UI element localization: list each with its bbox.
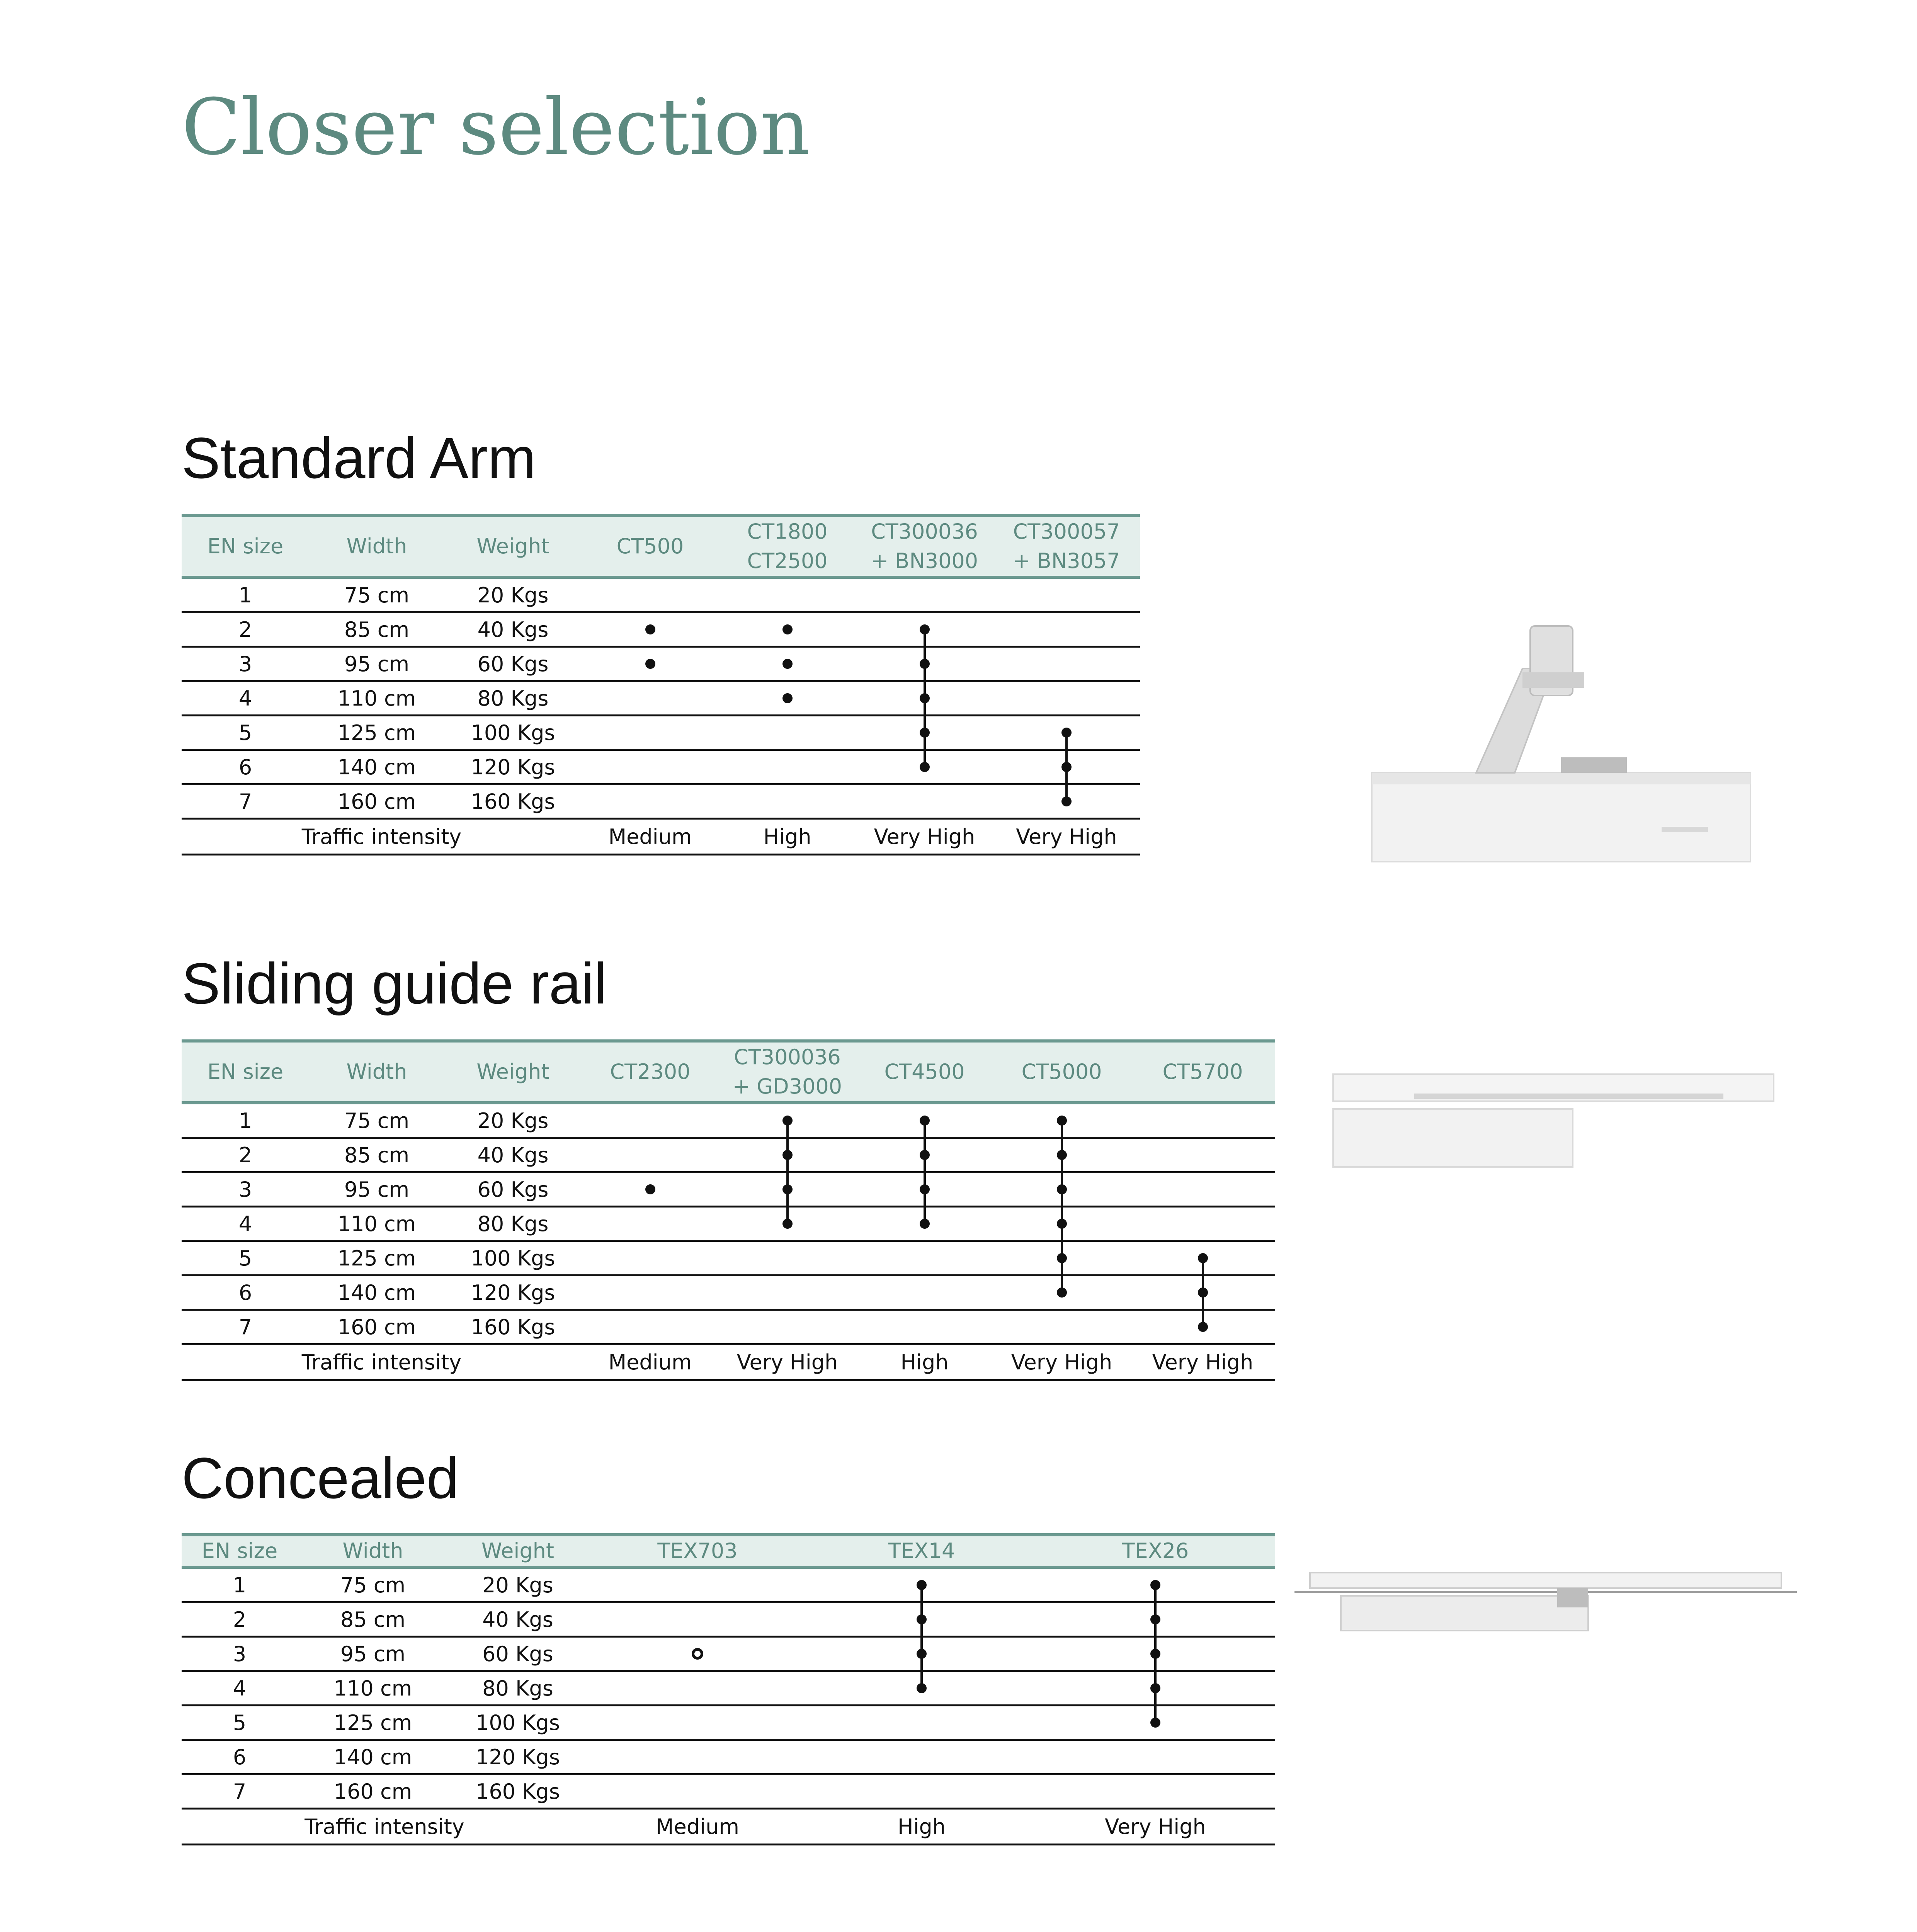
selectable-size-dot-icon [917, 1683, 927, 1693]
selectable-size-dot-icon [1150, 1683, 1160, 1693]
size-mark-cell [1036, 1706, 1275, 1740]
column-header-line: CT5000 [1021, 1060, 1102, 1084]
standard-arm-closer-image [1360, 611, 1754, 873]
size-mark-cell [993, 577, 1140, 612]
size-mark-cell [993, 1207, 1130, 1241]
size-mark-cell [719, 750, 856, 784]
size-mark-cell [993, 1276, 1130, 1310]
cell-en-size: 2 [182, 612, 309, 647]
selectable-size-dot-icon [645, 659, 655, 669]
cell-en-size: 6 [182, 1276, 309, 1310]
selectable-size-dot-icon [1150, 1718, 1160, 1728]
cell-en-size: 3 [182, 647, 309, 681]
traffic-intensity-value: Very High [856, 819, 993, 855]
column-header-line: Width [342, 1539, 403, 1563]
traffic-intensity-value: High [856, 1344, 993, 1380]
cell-weight: 120 Kgs [444, 1276, 582, 1310]
page-title: Closer selection [182, 82, 810, 172]
cell-width: 110 cm [309, 681, 444, 716]
cell-weight: 20 Kgs [448, 1567, 587, 1602]
table-row [182, 647, 1140, 681]
column-header [448, 1535, 587, 1567]
cell-weight: 40 Kgs [444, 1138, 582, 1172]
cell-width: 75 cm [309, 577, 444, 612]
cell-width: 160 cm [298, 1774, 448, 1809]
cell-width: 125 cm [298, 1706, 448, 1740]
section-title-standard-arm: Standard Arm [182, 425, 536, 490]
section-title-concealed: Concealed [182, 1446, 459, 1510]
size-mark-cell [587, 1706, 808, 1740]
cell-width: 85 cm [298, 1602, 448, 1637]
column-header-line: EN size [201, 1539, 278, 1563]
cell-en-size: 3 [182, 1172, 309, 1207]
cell-weight: 100 Kgs [448, 1706, 587, 1740]
cell-width: 140 cm [309, 1276, 444, 1310]
selectable-size-dot-icon [1061, 728, 1072, 738]
cell-en-size: 4 [182, 681, 309, 716]
column-header [182, 1535, 298, 1567]
column-header [444, 515, 582, 577]
column-header-line: Weight [476, 534, 549, 558]
column-header [309, 515, 444, 577]
column-header [309, 1041, 444, 1103]
cell-weight: 40 Kgs [444, 612, 582, 647]
cell-en-size: 7 [182, 1774, 298, 1809]
table-row [182, 1740, 1275, 1774]
size-mark-cell [1036, 1602, 1275, 1637]
column-header [993, 515, 1140, 577]
size-mark-cell [719, 716, 856, 750]
cell-en-size: 1 [182, 1567, 298, 1602]
column-header-line: CT500 [616, 534, 684, 558]
selectable-size-dot-icon [920, 624, 930, 634]
cell-en-size: 6 [182, 1740, 298, 1774]
size-mark-cell [993, 681, 1140, 716]
column-header-line: EN size [207, 1060, 284, 1084]
size-mark-cell [856, 1138, 993, 1172]
cell-weight: 100 Kgs [444, 1241, 582, 1276]
selectable-size-dot-icon [1198, 1287, 1208, 1298]
size-mark-cell [587, 1567, 808, 1602]
selectable-size-dot-icon [782, 1219, 793, 1229]
column-header-line: + BN3057 [1013, 549, 1120, 573]
size-mark-cell [993, 1138, 1130, 1172]
cell-width: 140 cm [309, 750, 444, 784]
size-mark-cell [719, 1172, 856, 1207]
size-mark-cell [856, 647, 993, 681]
selectable-size-dot-icon [920, 1116, 930, 1126]
selectable-size-dot-icon [782, 624, 793, 634]
traffic-intensity-row [182, 1344, 1275, 1380]
traffic-intensity-label: Traffic intensity [182, 1344, 582, 1380]
size-mark-cell [1130, 1172, 1275, 1207]
column-header [298, 1535, 448, 1567]
size-mark-cell [582, 647, 719, 681]
column-header-line: TEX26 [1122, 1539, 1189, 1563]
size-mark-cell [856, 784, 993, 819]
traffic-intensity-value: Very High [719, 1344, 856, 1380]
size-mark-cell [719, 1207, 856, 1241]
size-mark-cell [719, 1276, 856, 1310]
size-mark-cell [719, 1310, 856, 1344]
selectable-size-dot-icon [920, 1184, 930, 1194]
cell-en-size: 1 [182, 577, 309, 612]
selectable-size-dot-icon [1061, 762, 1072, 772]
column-header-line: CT1800 [747, 519, 828, 544]
size-mark-cell [1130, 1207, 1275, 1241]
column-header [856, 1041, 993, 1103]
cell-en-size: 3 [182, 1637, 298, 1671]
size-mark-cell [993, 716, 1140, 750]
size-mark-cell [1130, 1276, 1275, 1310]
cell-weight: 80 Kgs [444, 1207, 582, 1241]
selectable-size-dot-icon [920, 1150, 930, 1160]
size-mark-cell [856, 1241, 993, 1276]
column-header [808, 1535, 1036, 1567]
traffic-intensity-value: Medium [582, 819, 719, 855]
size-mark-cell [808, 1671, 1036, 1706]
selectable-size-dot-icon [1057, 1219, 1067, 1229]
cell-en-size: 2 [182, 1602, 298, 1637]
size-mark-cell [1036, 1740, 1275, 1774]
size-mark-cell [582, 750, 719, 784]
sliding-guide-rail-table [182, 1039, 1275, 1381]
column-header-line: TEX703 [657, 1539, 738, 1563]
selectable-size-dot-icon [645, 1184, 655, 1194]
column-header-line: CT300057 [1013, 519, 1120, 544]
size-mark-cell [582, 1103, 719, 1138]
table-row [182, 1671, 1275, 1706]
selectable-size-dot-icon [1057, 1116, 1067, 1126]
size-mark-cell [1130, 1241, 1275, 1276]
size-mark-cell [582, 681, 719, 716]
size-mark-cell [719, 784, 856, 819]
traffic-intensity-row [182, 819, 1140, 855]
size-mark-cell [587, 1774, 808, 1809]
traffic-intensity-value: High [719, 819, 856, 855]
traffic-intensity-value: High [808, 1809, 1036, 1845]
column-header [856, 515, 993, 577]
traffic-intensity-value: Very High [1130, 1344, 1275, 1380]
size-mark-cell [719, 1241, 856, 1276]
traffic-intensity-value: Medium [587, 1809, 808, 1845]
selectable-size-dot-icon [782, 659, 793, 669]
table-row [182, 1706, 1275, 1740]
cell-weight: 40 Kgs [448, 1602, 587, 1637]
size-mark-cell [808, 1740, 1036, 1774]
size-mark-cell [1130, 1103, 1275, 1138]
cell-width: 75 cm [298, 1567, 448, 1602]
size-mark-cell [856, 716, 993, 750]
cell-weight: 100 Kgs [444, 716, 582, 750]
column-header-line: + GD3000 [732, 1074, 842, 1099]
column-header [993, 1041, 1130, 1103]
selectable-size-dot-icon [1198, 1253, 1208, 1263]
cell-width: 85 cm [309, 612, 444, 647]
column-header-line: TEX14 [888, 1539, 955, 1563]
table-row [182, 1310, 1275, 1344]
size-mark-cell [993, 1172, 1130, 1207]
traffic-intensity-value: Very High [993, 1344, 1130, 1380]
size-mark-cell [856, 750, 993, 784]
traffic-intensity-label: Traffic intensity [182, 1809, 587, 1845]
selectable-size-dot-icon [920, 659, 930, 669]
size-mark-cell [993, 1241, 1130, 1276]
table-row [182, 1602, 1275, 1637]
cell-en-size: 7 [182, 784, 309, 819]
selectable-size-dot-icon [1057, 1253, 1067, 1263]
cell-weight: 20 Kgs [444, 1103, 582, 1138]
column-header-line: CT300036 [871, 519, 978, 544]
size-mark-cell [587, 1637, 808, 1671]
size-mark-cell [587, 1602, 808, 1637]
sliding-guide-rail-closer-image [1329, 1066, 1778, 1175]
cell-width: 85 cm [309, 1138, 444, 1172]
table-row [182, 1138, 1275, 1172]
cell-weight: 160 Kgs [448, 1774, 587, 1809]
column-header [582, 515, 719, 577]
standard-arm-table [182, 514, 1140, 855]
table-row [182, 1207, 1275, 1241]
size-mark-cell [993, 1103, 1130, 1138]
cell-en-size: 6 [182, 750, 309, 784]
size-mark-cell [856, 1103, 993, 1138]
cell-weight: 120 Kgs [444, 750, 582, 784]
size-mark-cell [582, 612, 719, 647]
size-mark-cell [1036, 1637, 1275, 1671]
size-mark-cell [856, 577, 993, 612]
selectable-size-dot-icon [920, 1219, 930, 1229]
selectable-size-dot-icon [920, 762, 930, 772]
column-header-line: Weight [481, 1539, 555, 1563]
single-fixed-size-ring-icon [692, 1648, 703, 1660]
selectable-size-dot-icon [645, 624, 655, 634]
size-mark-cell [719, 1103, 856, 1138]
cell-width: 95 cm [309, 647, 444, 681]
size-mark-cell [582, 1172, 719, 1207]
cell-width: 125 cm [309, 1241, 444, 1276]
table-row [182, 1172, 1275, 1207]
selectable-size-dot-icon [917, 1649, 927, 1659]
column-header [587, 1535, 808, 1567]
size-mark-cell [993, 612, 1140, 647]
header-row [182, 515, 1140, 577]
size-mark-cell [719, 1138, 856, 1172]
cell-en-size: 4 [182, 1671, 298, 1706]
column-header [1036, 1535, 1275, 1567]
traffic-intensity-value: Very High [1036, 1809, 1275, 1845]
cell-width: 160 cm [309, 1310, 444, 1344]
traffic-intensity-row [182, 1809, 1275, 1845]
table-row [182, 750, 1140, 784]
size-mark-cell [719, 612, 856, 647]
size-mark-cell [1036, 1671, 1275, 1706]
cell-width: 95 cm [298, 1637, 448, 1671]
cell-width: 110 cm [309, 1207, 444, 1241]
selectable-size-dot-icon [1057, 1184, 1067, 1194]
cell-width: 160 cm [309, 784, 444, 819]
column-header-line: CT4500 [884, 1060, 965, 1084]
column-header-line: CT300036 [734, 1045, 841, 1069]
table-row [182, 612, 1140, 647]
selectable-size-dot-icon [1198, 1322, 1208, 1332]
selectable-size-dot-icon [920, 728, 930, 738]
size-mark-cell [582, 1138, 719, 1172]
column-header-line: CT2300 [610, 1060, 691, 1084]
column-header-line: Width [346, 1060, 407, 1084]
header-row [182, 1041, 1275, 1103]
column-header-line: CT5700 [1162, 1060, 1243, 1084]
size-mark-cell [582, 1241, 719, 1276]
selectable-size-dot-icon [1057, 1150, 1067, 1160]
size-mark-cell [719, 647, 856, 681]
column-header-line: + BN3000 [871, 549, 978, 573]
selectable-size-dot-icon [917, 1580, 927, 1590]
concealed-closer-image [1294, 1561, 1797, 1650]
table-row [182, 1103, 1275, 1138]
selectable-size-dot-icon [917, 1614, 927, 1624]
cell-width: 110 cm [298, 1671, 448, 1706]
size-mark-cell [808, 1706, 1036, 1740]
traffic-intensity-value: Very High [993, 819, 1140, 855]
selectable-size-dot-icon [1150, 1649, 1160, 1659]
cell-width: 95 cm [309, 1172, 444, 1207]
size-mark-cell [587, 1671, 808, 1706]
cell-en-size: 1 [182, 1103, 309, 1138]
column-header [182, 515, 309, 577]
table-row [182, 1637, 1275, 1671]
cell-weight: 60 Kgs [448, 1637, 587, 1671]
size-mark-cell [719, 577, 856, 612]
column-header [182, 1041, 309, 1103]
selectable-size-dot-icon [1061, 796, 1072, 806]
cell-weight: 20 Kgs [444, 577, 582, 612]
size-mark-cell [587, 1740, 808, 1774]
traffic-intensity-value: Medium [582, 1344, 719, 1380]
size-mark-cell [856, 681, 993, 716]
size-mark-cell [582, 577, 719, 612]
column-header-line: CT2500 [747, 549, 828, 573]
column-header-line: Width [346, 534, 407, 558]
selectable-size-dot-icon [1057, 1287, 1067, 1298]
column-header [1130, 1041, 1275, 1103]
cell-weight: 80 Kgs [448, 1671, 587, 1706]
size-mark-cell [1036, 1774, 1275, 1809]
size-mark-cell [582, 1310, 719, 1344]
selectable-size-dot-icon [782, 693, 793, 703]
size-mark-cell [1036, 1567, 1275, 1602]
cell-width: 125 cm [309, 716, 444, 750]
cell-en-size: 4 [182, 1207, 309, 1241]
cell-width: 75 cm [309, 1103, 444, 1138]
column-header [719, 1041, 856, 1103]
size-mark-cell [856, 612, 993, 647]
size-mark-cell [808, 1567, 1036, 1602]
column-header [719, 515, 856, 577]
cell-weight: 60 Kgs [444, 1172, 582, 1207]
selectable-size-dot-icon [782, 1150, 793, 1160]
size-mark-cell [808, 1602, 1036, 1637]
size-mark-cell [993, 784, 1140, 819]
cell-en-size: 5 [182, 1241, 309, 1276]
table-row [182, 681, 1140, 716]
size-mark-cell [582, 1207, 719, 1241]
size-mark-cell [993, 750, 1140, 784]
size-mark-cell [856, 1310, 993, 1344]
size-mark-cell [582, 1276, 719, 1310]
cell-en-size: 5 [182, 1706, 298, 1740]
table-row [182, 716, 1140, 750]
size-mark-cell [856, 1172, 993, 1207]
table-row [182, 1276, 1275, 1310]
table-row [182, 577, 1140, 612]
size-mark-cell [1130, 1138, 1275, 1172]
size-mark-cell [808, 1637, 1036, 1671]
selectable-size-dot-icon [920, 693, 930, 703]
cell-weight: 120 Kgs [448, 1740, 587, 1774]
selectable-size-dot-icon [1150, 1580, 1160, 1590]
concealed-table [182, 1533, 1275, 1845]
table-row [182, 784, 1140, 819]
size-mark-cell [1130, 1310, 1275, 1344]
size-mark-cell [808, 1774, 1036, 1809]
cell-weight: 80 Kgs [444, 681, 582, 716]
header-row [182, 1535, 1275, 1567]
size-mark-cell [856, 1276, 993, 1310]
column-header [444, 1041, 582, 1103]
size-mark-cell [582, 784, 719, 819]
selectable-size-dot-icon [1150, 1614, 1160, 1624]
cell-width: 140 cm [298, 1740, 448, 1774]
cell-weight: 160 Kgs [444, 1310, 582, 1344]
cell-weight: 160 Kgs [444, 784, 582, 819]
selectable-size-dot-icon [782, 1116, 793, 1126]
cell-en-size: 7 [182, 1310, 309, 1344]
table-row [182, 1774, 1275, 1809]
traffic-intensity-label: Traffic intensity [182, 819, 582, 855]
section-title-sliding-guide-rail: Sliding guide rail [182, 951, 607, 1016]
selectable-size-dot-icon [782, 1184, 793, 1194]
size-mark-cell [856, 1207, 993, 1241]
column-header-line: EN size [207, 534, 284, 558]
cell-en-size: 5 [182, 716, 309, 750]
table-row [182, 1241, 1275, 1276]
size-mark-cell [582, 716, 719, 750]
size-mark-cell [993, 647, 1140, 681]
cell-en-size: 2 [182, 1138, 309, 1172]
column-header [582, 1041, 719, 1103]
column-header-line: Weight [476, 1060, 549, 1084]
cell-weight: 60 Kgs [444, 647, 582, 681]
size-mark-cell [993, 1310, 1130, 1344]
size-mark-cell [719, 681, 856, 716]
table-row [182, 1567, 1275, 1602]
